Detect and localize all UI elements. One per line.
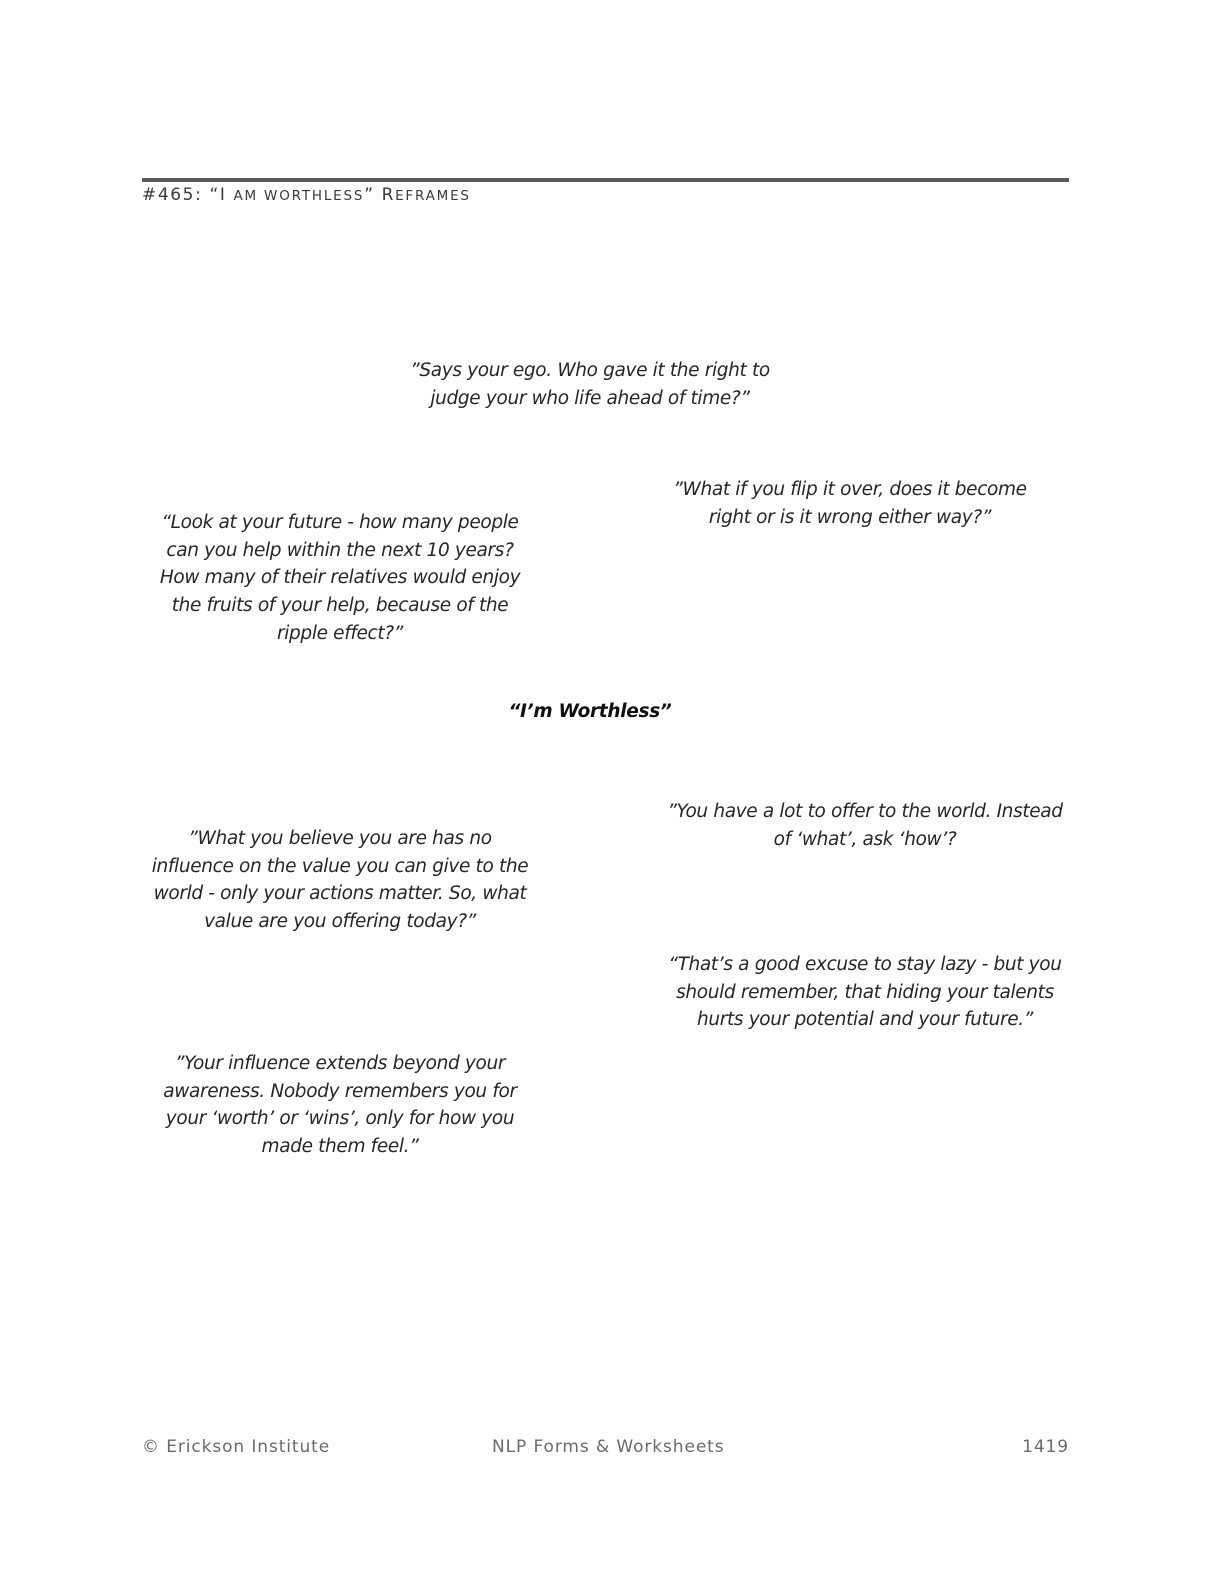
quote-top-center: [380, 357, 800, 412]
quote-line: of ‘what’, ask ‘how’?: [773, 828, 957, 850]
quote-line: right or is it wrong either way?”: [708, 506, 992, 528]
quote-line: “That’s a good excuse to stay lazy - but you: [668, 954, 1062, 975]
worksheet-number: #465:: [142, 185, 203, 205]
quote-line: ”You have a lot to offer to the world. Instead: [667, 801, 1063, 822]
title-smallcaps-part-1: AM WORTHLESS: [233, 188, 365, 204]
quote-upper-left: [130, 509, 550, 648]
quote-line: can you help within the next 10 years?: [166, 539, 514, 561]
page-title: [142, 185, 471, 205]
quote-line: ”What you believe you are has no: [188, 828, 492, 849]
quote-line: ripple effect?”: [276, 622, 403, 644]
quote-middle-left: [120, 825, 560, 936]
quote-middle-right: [640, 798, 1090, 853]
quote-line: value are you offering today?”: [204, 911, 476, 933]
quote-line: your ‘worth’ or ‘wins’, only for how you: [165, 1108, 515, 1130]
quote-line: influence on the value you can give to the: [151, 855, 529, 877]
quote-line: ”Says your ego. Who gave it the right to: [410, 360, 770, 381]
quote-line: ”What if you flip it over, does it become: [673, 479, 1027, 500]
quote-line: ”Your influence extends beyond your: [174, 1053, 506, 1074]
title-capital-r: R: [381, 185, 396, 205]
footer-page-number: 1419: [1022, 1437, 1069, 1457]
quote-line: made them feel.”: [261, 1136, 419, 1158]
quote-lower-left: [130, 1050, 550, 1161]
title-smallcaps-part-2: EFRAMES: [395, 188, 471, 204]
quote-line: awareness. Nobody remembers you for: [163, 1080, 517, 1102]
quote-upper-right: [640, 476, 1060, 531]
quote-line: “Look at your future - how many people: [161, 512, 519, 533]
quote-lower-right: [640, 951, 1090, 1034]
quote-line: hurts your potential and your future.”: [696, 1009, 1033, 1031]
title-close-quote: ”: [364, 185, 375, 205]
quote-line: should remember, that hiding your talents: [676, 981, 1054, 1003]
header-rule: [142, 178, 1069, 182]
quote-line: world - only your actions matter. So, what: [153, 883, 527, 905]
quote-line: judge your who life ahead of time?”: [430, 387, 750, 409]
quote-line: the fruits of your help, because of the: [171, 595, 509, 617]
title-open-quote: “I: [209, 185, 227, 205]
quote-line: How many of their relatives would enjoy: [159, 567, 521, 589]
footer-book-title: NLP Forms & Worksheets: [492, 1437, 725, 1457]
central-belief-label: “I’m Worthless”: [508, 701, 672, 722]
footer-copyright: © Erickson Institute: [142, 1437, 331, 1457]
